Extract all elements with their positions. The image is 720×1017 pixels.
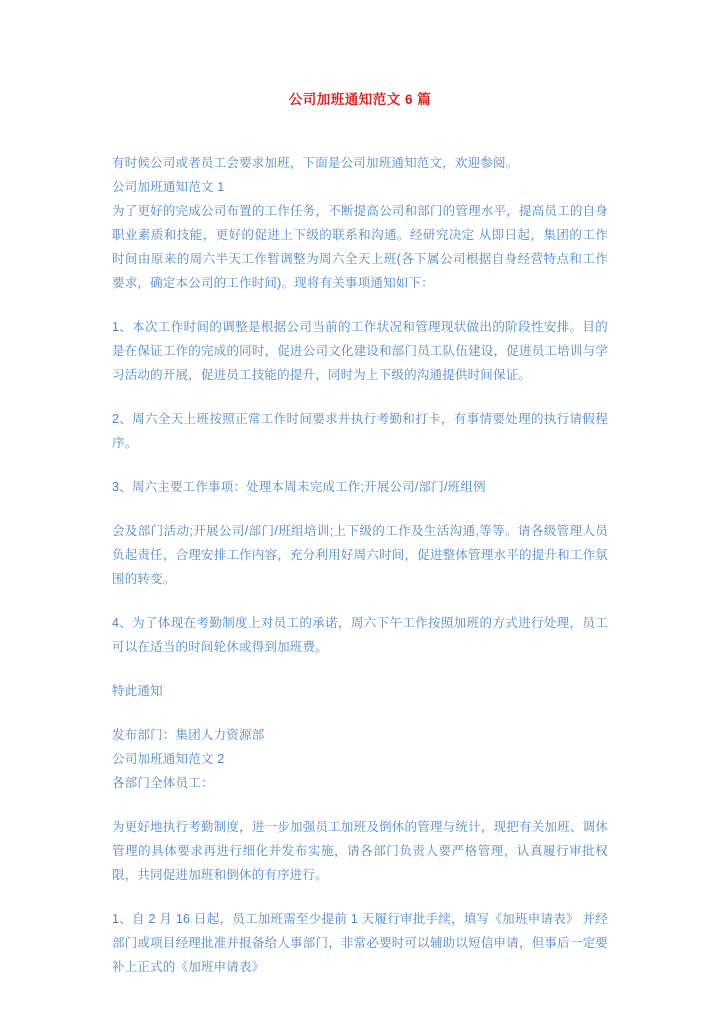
paragraph: 3、周六主要工作事项：处理本周未完成工作;开展公司/部门/班组例: [112, 480, 486, 494]
paragraph: 有时候公司或者员工会要求加班，下面是公司加班通知范文，欢迎参阅。: [112, 156, 519, 170]
paragraph: 2、周六全天上班按照正常工作时间要求并执行考勤和打卡，有事情要处理的执行请假程序。: [112, 412, 608, 450]
document-body: [112, 151, 608, 979]
paragraph: 1、本次工作时间的调整是根据公司当前的工作状况和管理现状做出的阶段性安排。目的是在保证工作的完成的同时，促进公司文化建设和部门员工队伍建设，促进员工培训与学习活动的开展，促进员工技能的提升，同时为上下级的沟通提供时间保证。: [112, 320, 608, 382]
page-title: 公司加班通知范文 6 篇: [288, 92, 432, 107]
paragraph: 公司加班通知范文 1: [112, 180, 225, 194]
paragraph: 各部门全体员工：: [112, 776, 214, 790]
paragraph: 1、自 2 月 16 日起，员工加班需至少提前 1 天履行审批手续，填写《加班申请表》 并经部门或项目经理批准并报备给人事部门，非常必要时可以辅助以短信申请，但事后一定要补上正式的《加班申请表》: [112, 912, 608, 974]
paragraph: 为了更好的完成公司布置的工作任务，不断提高公司和部门的管理水平，提高员工的自身职业素质和技能，更好的促进上下级的联系和沟通。经研究决定 从即日起，集团的工作时间由原来的周六半天工作暂调整为周六全天上班(各下属公司根据自身经营特点和工作要求，确定本公司的工作时间)。现将有关事项通知如下：: [112, 204, 608, 290]
paragraph: 为更好地执行考勤制度，进一步加强员工加班及倒休的管理与统计，现把有关加班、调休管理的具体要求再进行细化并发布实施，请各部门负责人要严格管理，认真履行审批权限，共同促进加班和倒休的有序进行。: [112, 820, 608, 882]
paragraph: 公司加班通知范文 2: [112, 752, 225, 766]
paragraph: 发布部门：集团人力资源部: [112, 728, 265, 742]
paragraph: 特此通知: [112, 684, 163, 698]
paragraph: 会及部门活动;开展公司/部门/班组培训;上下级的工作及生活沟通,等等。请各级管理人员负起责任，合理安排工作内容，充分利用好周六时间，促进整体管理水平的提升和工作氛围的转变。: [112, 524, 608, 586]
paragraph: 4、为了体现在考勤制度上对员工的承诺，周六下午工作按照加班的方式进行处理，员工可以在适当的时间轮休或得到加班费。: [112, 616, 608, 654]
